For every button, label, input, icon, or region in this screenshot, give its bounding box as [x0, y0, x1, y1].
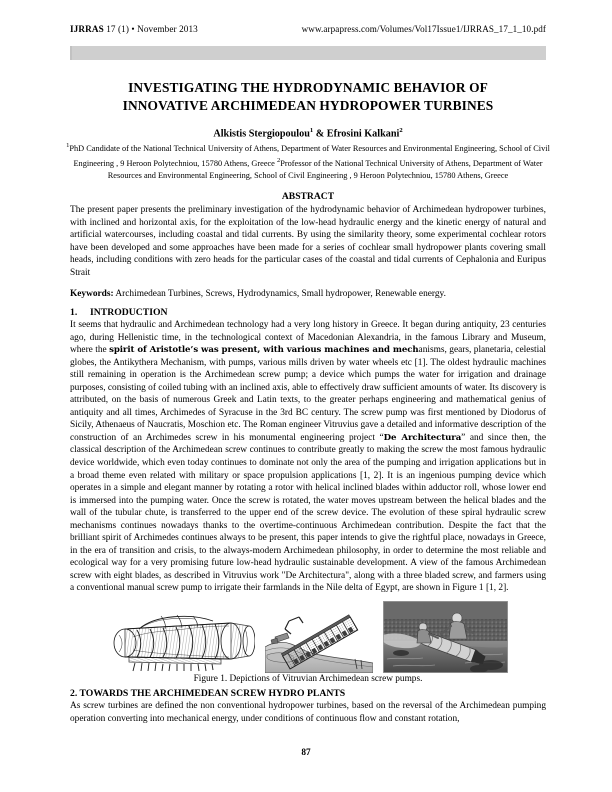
figure-1 [70, 601, 546, 684]
header-divider-bar [70, 46, 546, 60]
figure-1-images [70, 601, 546, 673]
engraving-horizontal-archimedean-screw-cylinder [109, 607, 255, 673]
author-affiliation-marker-1: 1 [309, 127, 314, 134]
affiliation-block [58, 140, 558, 182]
article-url: www.arpapress.com/Volumes/Vol17Issue1/IJRRAS_17_1_10.pdf [301, 24, 546, 34]
abstract-text: The present paper presents the preliminary investigation of the hydrodynamic behavior of Archimedean hydropower turbines, with inclined and horizontal axis, for the exploitation of the low-head hydraulic energy and the kinetic energy of natural and artificial watercourses, including coastal and tidal currents. By using the similarity theory, some experimental cochlear rotors have been developed and some approaches have been made for a series of cochlear small hydropower plants covering small heads, including conditions with zero heads for the particular cases of the coastal and tidal currents of Cephalonia and Euripus Strait [70, 205, 546, 278]
section-2-heading [70, 688, 546, 699]
title-line-2: INNOVATIVE ARCHIMEDEAN HYDROPOWER TURBINES [122, 97, 494, 113]
affiliation-text-2: Professor of the National Technical University of Athens, Department of Water Resources and Environmental Engineering, School of Civil Engineering , 9 Heroon Polytechniou, 15780 Athens, Greece [107, 158, 543, 180]
section-1-number: 1. [70, 307, 78, 318]
affiliation-marker-1: 1 [66, 142, 70, 149]
section-1-paragraph [70, 319, 546, 595]
intro-emphasis-aristotle: spirit of Aristotle’s was present, with various machines and mech [109, 345, 419, 356]
keywords-label: Keywords: [70, 289, 114, 299]
section-2-number: 2. [70, 688, 78, 699]
author-list [70, 127, 546, 139]
journal-issue: 17 (1) • November 2013 [106, 24, 198, 34]
engraving-inclined-screw-pump-in-trough [265, 607, 373, 673]
author-name-2: Efrosini Kalkani [326, 128, 400, 140]
page-number: 87 [301, 748, 311, 758]
keywords-text: Archimedean Turbines, Screws, Hydrodynamics, Small hydropower, Renewable energy. [113, 289, 446, 299]
photo-farmers-operating-screw-pump [383, 601, 508, 673]
running-head [70, 24, 546, 34]
author-conjunction: & [313, 128, 327, 140]
section-2-title: TOWARDS THE ARCHIMEDEAN SCREW HYDRO PLANTS [79, 688, 346, 699]
journal-abbrev: IJRRAS [70, 24, 104, 34]
affiliation-text-1: PhD Candidate of the National Technical University of Athens, Department of Water Resources and Environmental Engineering, School of Civil Engineering , 9 Heroon Polytechniou, 15780 Athens, Greece [69, 143, 550, 168]
intro-text-part-3: ” and since then, the classical description of the Archimedean screw continues to contribute greatly to making the screw the most famous hydraulic device worldwide, which even today continues to dominate not only the area of the pumping and irrigation applications but in a broad theme even related with military or space propulsion applications [1, 2]. It is an ingenious pumping device which operates in a simple and elegant manner by rotating a rotor with helical inclined blades within adductor roll, whose lower end is immersed into the pumping water. Once the screw is rotated, the water moves upstream between the helical blades and the wall of the tubular chute, is transferred to the upper end of the screw device. The evolution of these spiral hydraulic screw mechanisms continues nowadays thanks to the overtime-continuous Archimedean contribution. Despite the fact that the brilliant spirit of Archimedes continues always to be present, this paper intends to give the rightful place, nowadays in Greece, in the era of transition and crisis, to the always-modern Archimedean philosophy, in order to determine the most reliable and ecological way for a very promising future low-head hydraulic sustainable development. A view of the famous Archimedean screw with eight blades, as described in Vitruvius work "De Architectura", along with a three bladed screw, and farmers using a conventional manual screw pump to irrigate their farmlands in the Nile delta of Egypt, are shown in Figure 1 [1, 2]. [70, 432, 546, 594]
running-head-journal [70, 24, 198, 34]
intro-text-part-2: anisms, gears, planetaria, celestial globes, the Antikythera Mechanism, with pumps, various mills driven by water wheels etc [1]. The oldest hydraulic machines still remaining in operation is the Archimedean screw pump; a device which pumps the water for irrigation and drainage purposes, consisting of coiled tubing with an inclined axis, able to effectively draw sufficient amounts of water. Its discovery is attributed, on the basis of numerous Greek and Latin texts, to the greater perhaps engineering and mathematical genius of antiquity and all times, Archimedes of Syracuse in the 3rd BC century. The screw pump was first mentioned by Diodorus of Sicily, Athenaeus of Naucratis, Moschion etc. The Roman engineer Vitruvius gave a detailed and informative description of the construction of an Archimedes screw in his monumental engineering project “ [70, 345, 546, 443]
title-line-1: INVESTIGATING THE HYDRODYNAMIC BEHAVIOR OF [128, 80, 488, 95]
author-affiliation-marker-2: 2 [399, 127, 403, 134]
figure-1-caption: Figure 1. Depictions of Vitruvian Archimedean screw pumps. [193, 674, 423, 684]
affiliation-marker-2: 2 [276, 156, 281, 164]
section-1-title: INTRODUCTION [90, 307, 168, 318]
section-1-heading [70, 307, 546, 318]
keywords-line [70, 288, 546, 301]
intro-emphasis-de-architectura: De Architectura [383, 432, 462, 443]
intro-text-part-1: It seems that hydraulic and Archimedean technology had a very long history in Greece. It began during antiquity, 23 centuries ago, during Hellenistic time, in the technological context of Macedonian Alexandria, in the famous Library and Museum, where the [70, 320, 546, 356]
author-name-1: Alkistis Stergiopoulou [213, 128, 310, 140]
page-title [70, 79, 546, 114]
section-2-paragraph: As screw turbines are defined the non conventional hydropower turbines, based on the reversal of the Archimedean pumping operation converting into mechanical energy, under conditions of continuous flow and constant rotation, [70, 701, 546, 724]
abstract-heading: ABSTRACT [281, 191, 335, 202]
